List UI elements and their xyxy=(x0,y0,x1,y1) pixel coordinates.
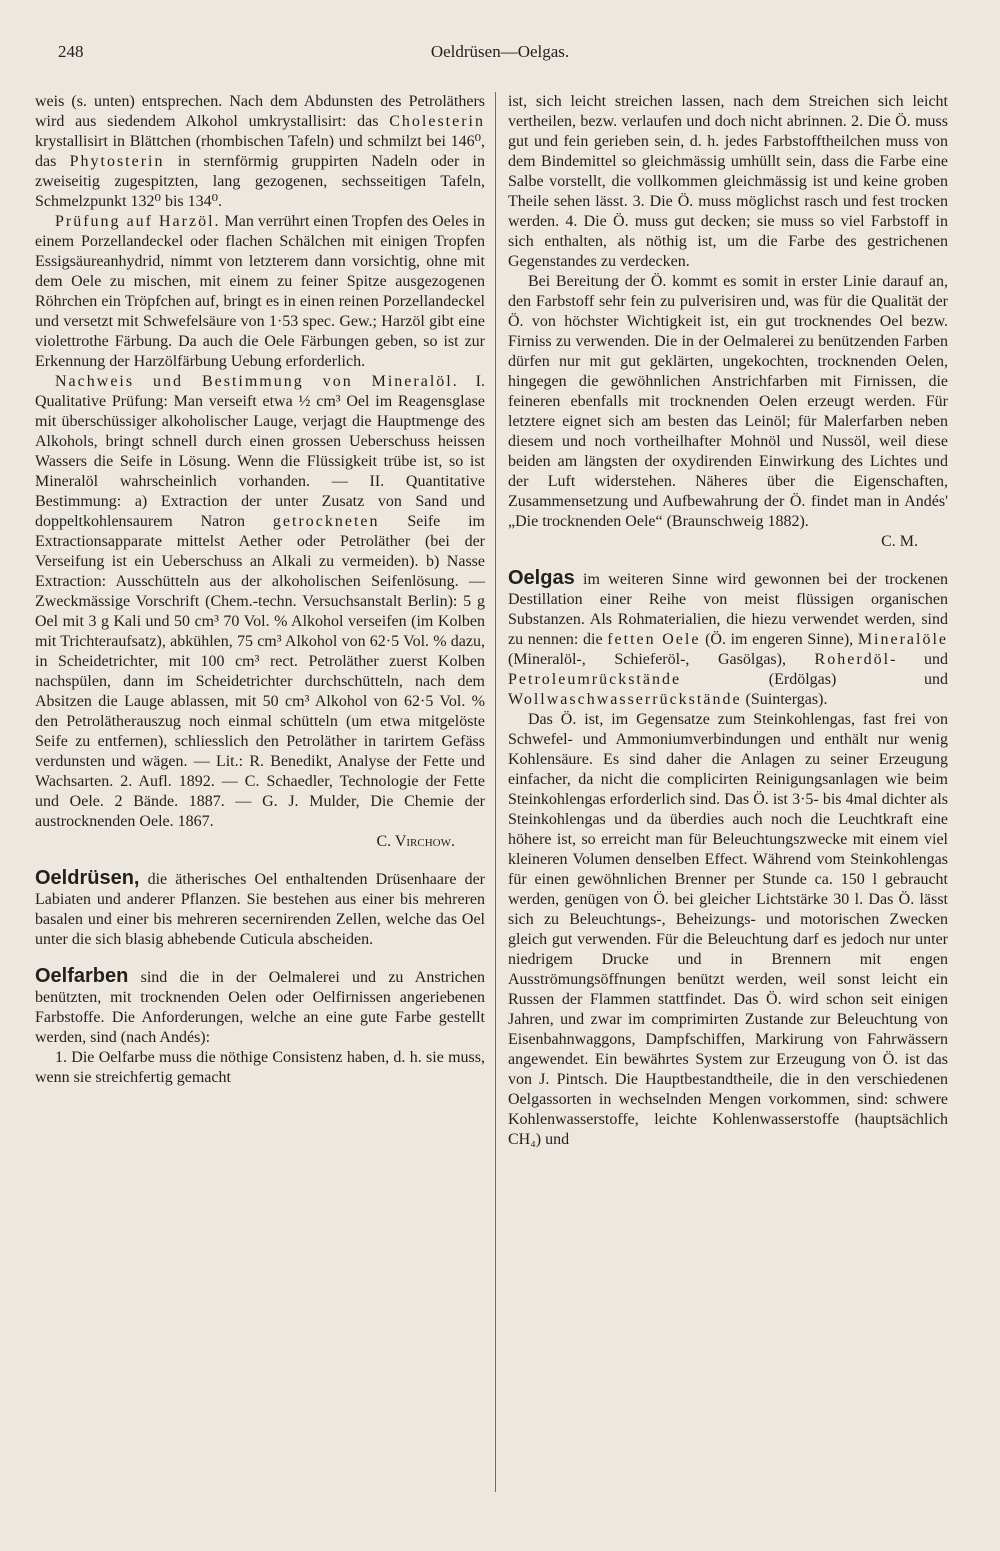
bereitung-paragraph: Bei Bereitung der Ö. kommt es somit in erster Linie darauf an, den Farbstoff sehr fein zu pulverisiren und, was für die Qualität der Ö. von höchster Wichtigkeit ist, ein gut trocknendes Oel bezw. Firniss zu verwenden. Die in der Oelmalerei zu benützenden Farben dürfen nur mit gut geklärten, ungekochten, trocknenden Oelen, hingegen die gewöhnlichen Anstrichfarben mit Firnissen, die feineren ebenfalls mit trocknenden Oelen erzeugt werden. Für letztere eignet sich am besten das Leinöl; für Malerfarben neben diesem und noch vortheilhafter Mohnöl und Nussöl, weil diese beiden am längsten der oxydirenden Einwirkung des Lichtes und der Luft widerstehen. Näheres über die Eigenschaften, Zusammensetzung und Aufbewahrung der Ö. findet man in Andés' „Die trocknenden Oele“ (Braunschweig 1882). xyxy=(508,273,948,530)
oelgas-paragraph-2: Das Ö. ist, im Gegensatze zum Steinkohlengas, fast frei von Schwefel- und Ammoniumverbindungen und enthält nur wenig Kohlensäure. Es sind daher die Anlagen zu seiner Erzeugung einfacher, da nicht die complicirten Reinigungsanlagen wie beim Steinkohlengas erforderlich sind. Das Ö. ist 3·5- bis 4mal dichter als Steinkohlengas und da überdies auch noch die Leuchtkraft eine höhere ist, so erreicht man für Beleuchtungszwecke mit einem viel kleineren Volumen denselben Effect. Während vom Steinkohlengas für einen gewöhnlichen Brenner per Stunde ca. 150 l gebraucht werden, genügen von Ö. bei gleicher Lichtstärke 30 l. Das Ö. lässt sich zu Beleuchtungs-, Beheizungs- und motorischen Zwecken gleich gut verwenden. Für die Beleuchtung darf es jedoch nur unter niedrigem Drucke und in Brennern mit engen Ausströmungsöffnungen benützt werden, weil sonst leicht ein Russen der Flammen stattfindet. Das Ö. wird schon seit einigen Jahren, und zwar im comprimirten Zustande zur Beleuchtung von Eisenbahnwaggons, Dampfschiffen, Markirung von Fahrwässern angewendet. Ein bewährtes System zur Erzeugung von Ö. ist das von J. Pintsch. Die Hauptbestandtheile, die in den verschiedenen Oelgassorten in wechselnden Mengen vorkommen, sind: schwere Kohlenwasserstoffe, leichte Kohlenwasserstoffe (hauptsächlich CH₄) und xyxy=(508,711,948,1148)
entry-heading: Oelgas xyxy=(508,567,575,589)
right-column xyxy=(508,92,948,1150)
oelfarben-continuation: ist, sich leicht streichen lassen, nach dem Streichen sich leicht vertheilen, bezw. verlaufen und doch nicht abrinnen. 2. Die Ö. muss gut und fein gerieben sein, d. h. jedes Farbstofftheilchen muss von dem Bindemittel so gleichmässig umhüllt sein, dass die Farbe eine Salbe vorstellt, die vollkommen gleichmässig ist und keine groben Theile sehen lässt. 3. Die Ö. muss möglichst rasch und fest trocken werden. 4. Die Ö. muss gut decken; sie muss so viel Farbstoff in sich enthalten, als nöthig ist, um die Farbe des gestrichenen Gegenstandes zu verdecken. xyxy=(508,93,948,270)
entry-heading: Oeldrüsen, xyxy=(35,867,140,889)
page-number: 248 xyxy=(58,42,84,61)
oeldruesen-entry: Oeldrüsen, die ätherisches Oel enthaltenden Drüsenhaare der Labiaten und anderer Pflanzen. Sie bestehen aus einer bis mehreren basalen und einer bis mehreren secernirenden Zellen, welche das Oel unter die sich blasig abhebende Cuticula abscheiden. xyxy=(35,867,485,948)
oelfarben-entry: Oelfarben sind die in der Oelmalerei und zu Anstrichen benützten, mit trocknenden Oelen oder Oelfirnissen angeriebenen Farbstoffe. Die Anforderungen, welche an eine gute Farbe gestellt werden, sind (nach Andés): xyxy=(35,965,485,1046)
entry-heading: Oelfarben xyxy=(35,965,129,987)
left-column xyxy=(35,92,485,1088)
running-head: Oeldrüsen—Oelgas. xyxy=(430,42,570,61)
harzoel-paragraph: Prüfung auf Harzöl. Man verrührt einen Tropfen des Oeles in einem Porzellandeckel oder flachen Schälchen mit einigen Tropfen Essigsäureanhydrid, nimmt von letzterem dann vorsichtig, ohne mit dem Oele zu mischen, mit einem zu feiner Spitze ausgezogenen Röhrchen ein Tröpfchen auf, bringt es in einen reinen Porzellandeckel und versetzt mit Schwefelsäure von 1·53 spec. Gew.; Harzöl gibt eine violettrothe Färbung. Da auch die Oele Färbungen geben, so ist zur Erkennung der Harzölfärbung Uebung erforderlich. xyxy=(35,213,486,370)
column-divider xyxy=(495,92,496,1492)
mineraloel-paragraph: Nachweis und Bestimmung von Mineralöl. I. Qualitative Prüfung: Man verseift etwa ½ cm³ Oel im Reagensglase mit überschüssiger alkoholischer Lauge, verjagt die Hauptmenge des Alkohols, bringt schnell durch einen grossen Ueberschuss heissen Wassers die Seife in Lösung. Wenn die Flüssigkeit trübe ist, so ist Mineralöl wahrscheinlich vorhanden. — II. Quantitative Bestimmung: a) Extraction der unter Zusatz von Sand und doppeltkohlensaurem Natron getrockneten Seife im Extractionsapparate mittelst Aether oder Petroläther (bei der Verseifung ist ein Ueberschuss an Alkali zu vermeiden). b) Nasse Extraction: Ausschütteln aus der alkoholischen Seifenlösung. — Zweckmässige Vorschrift (Chem.-techn. Versuchsanstalt Berlin): 5 g Oel mit 3 g Kali und 50 cm³ 70 Vol. % Alkohol verseifen (im Kolben mit Trichteraufsatz), abkühlen, 75 cm³ Alkohol von 62·5 Vol. % dazu, in Scheidetrichter, mit 100 cm³ rect. Petroläther zuerst Kolben nachspülen, dann im Scheidetrichter durchschütteln, nach dem Absitzen die Lauge ablassen, mit 50 cm³ Alkohol von 62·5 Vol. % den Petrolätherauszug noch einmal schütteln (um etwa mitgelöste Seife zu entfernen), schliesslich den Petroläther in tarirtem Gefäss verdunsten und wägen. — Lit.: R. Benedikt, Analyse der Fette und Wachsarten. 2. Aufl. 1892. — C. Schaedler, Technologie der Fette und Oele. 2 Bände. 1887. — G. J. Mulder, Die Chemie der austrocknenden Oele. 1867. xyxy=(35,373,486,830)
signature-virchow: C. Virchow. xyxy=(376,833,455,850)
cholesterin-paragraph: weis (s. unten) entsprechen. Nach dem Abdunsten des Petroläthers wird aus siedendem Alkohol umkrystallisirt: das Cholesterin krystallisirt in Blättchen (rhombischen Tafeln) und schmilzt bei 146⁰, das Phytosterin in sternförmig gruppirten Nadeln oder in zweiseitig zugespitzten, lang gezogenen, sechsseitigen Tafeln, Schmelzpunkt 132⁰ bis 134⁰. xyxy=(35,93,485,210)
oelfarben-item-1: 1. Die Oelfarbe muss die nöthige Consistenz haben, d. h. sie muss, wenn sie streichfertig gemacht xyxy=(35,1049,485,1086)
oelgas-entry: Oelgas im weiteren Sinne wird gewonnen bei der trockenen Destillation einer Reihe von meist flüssigen organischen Substanzen. Als Rohmaterialien, die hiezu verwendet werden, sind zu nennen: die fetten Oele (Ö. im engeren Sinne), Mineralöle (Mineralöl-, Schieferöl-, Gasölgas), Roherdöl- und Petroleumrückstände (Erdölgas) und Wollwaschwasserrückstände (Suintergas). xyxy=(508,567,949,708)
signature-cm: C. M. xyxy=(881,533,918,550)
